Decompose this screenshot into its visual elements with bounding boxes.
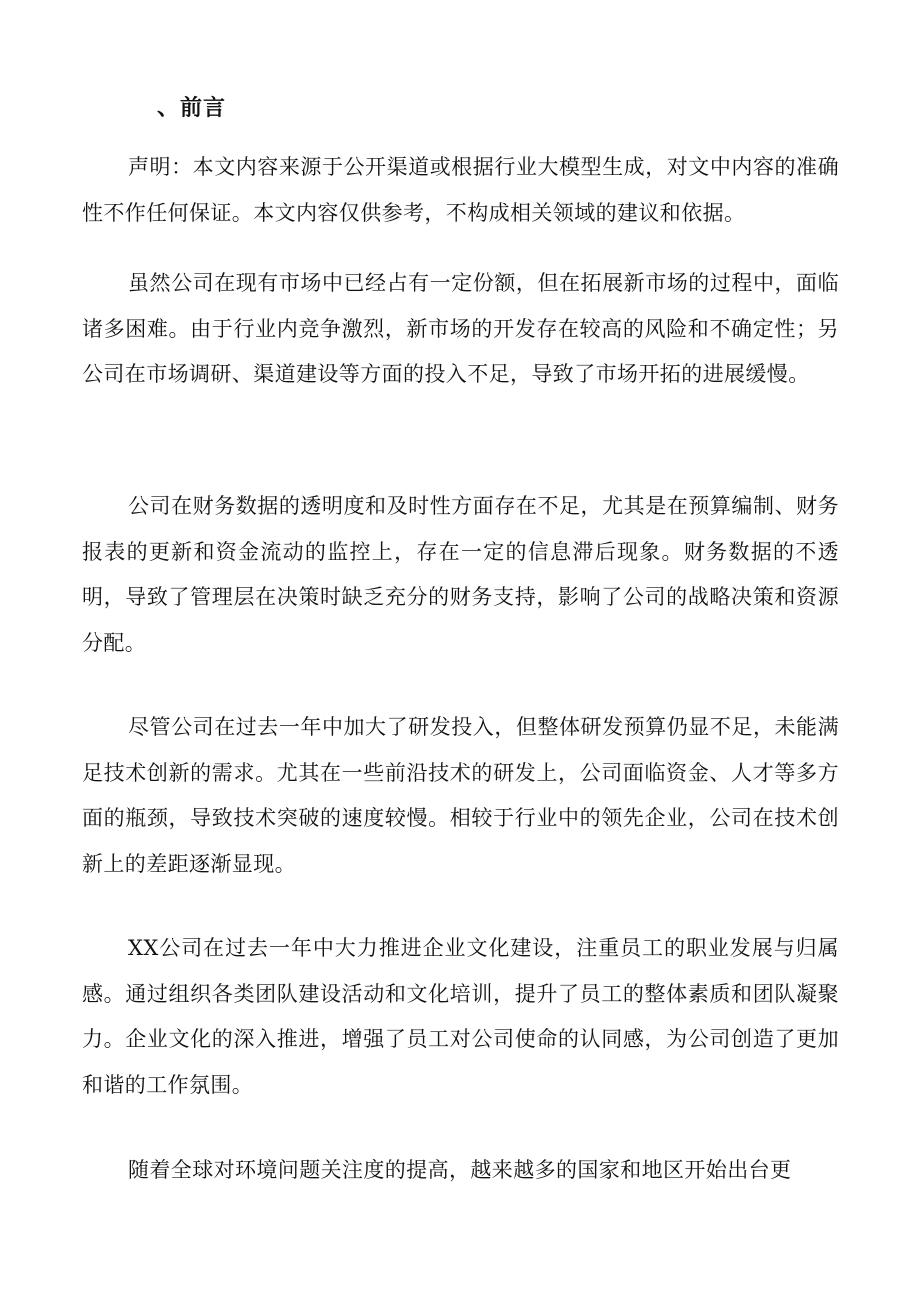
rd-investment-paragraph: 尽管公司在过去一年中加大了研发投入，但整体研发预算仍显不足，未能满足技术创新的需求。尤其在一些前沿技术的研发上，公司面临资金、人才等多方面的瓶颈，导致技术突破的速度较慢。相较于行业中的领先企业，公司在技术创新上的差距逐渐显现。: [82, 715, 839, 876]
market-expansion-paragraph: 虽然公司在现有市场中已经占有一定份额，但在拓展新市场的过程中，面临诸多困难。由于行业内竞争激烈，新市场的开发存在较高的风险和不确定性；另公司在市场调研、渠道建设等方面的投入不足，导致了市场开拓的进展缓慢。: [82, 271, 839, 386]
environment-paragraph: 随着全球对环境问题关注度的提高，越来越多的国家和地区开始出台更: [128, 1158, 792, 1182]
disclaimer-paragraph: 声明：本文内容来源于公开渠道或根据行业大模型生成，对文中内容的准确性不作任何保证。本文内容仅供参考，不构成相关领域的建议和依据。: [82, 155, 839, 225]
financial-transparency-paragraph: 公司在财务数据的透明度和及时性方面存在不足，尤其是在预算编制、财务报表的更新和资金流动的监控上，存在一定的信息滞后现象。财务数据的不透明，导致了管理层在决策时缺乏充分的财务支持，影响了公司的战略决策和资源分配。: [82, 494, 839, 655]
section-heading: 、前言: [157, 95, 227, 121]
corporate-culture-paragraph: XX公司在过去一年中大力推进企业文化建设，注重员工的职业发展与归属感。通过组织各类团队建设活动和文化培训，提升了员工的整体素质和团队凝聚力。企业文化的深入推进，增强了员工对公司使命的认同感，为公司创造了更加和谐的工作氛围。: [82, 936, 839, 1097]
